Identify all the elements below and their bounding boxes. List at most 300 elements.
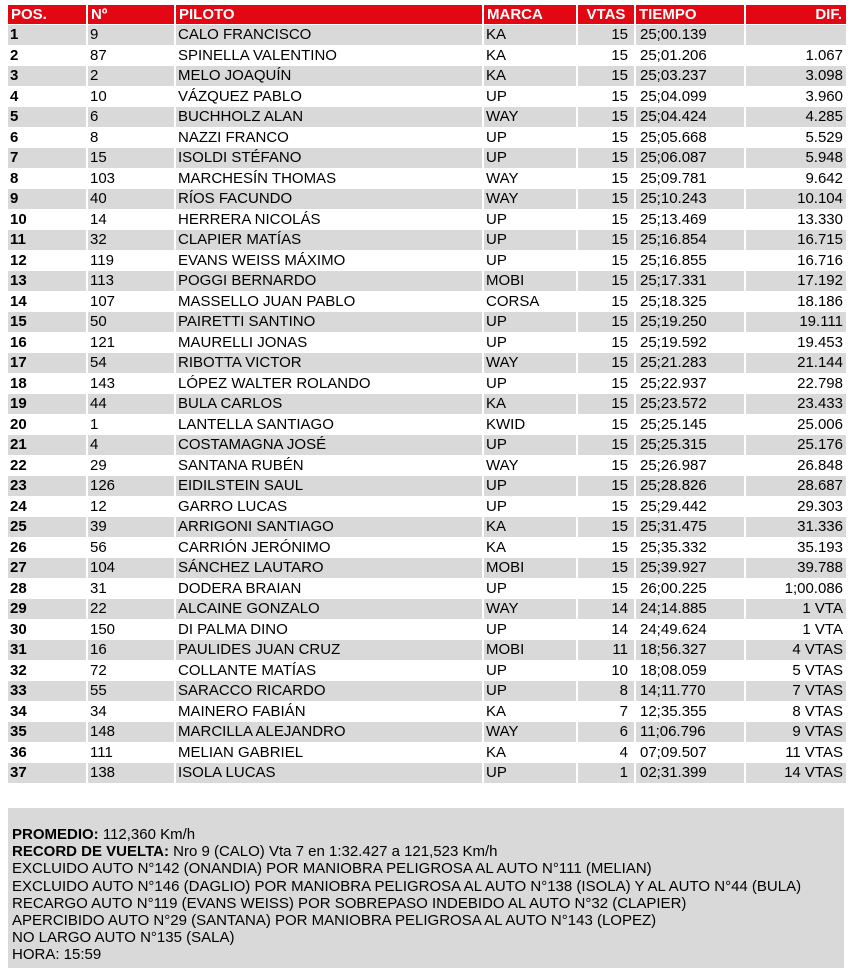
cell-piloto: HERRERA NICOLÁS xyxy=(176,210,484,230)
cell-tiempo: 25;01.206 xyxy=(636,46,746,66)
cell-num: 121 xyxy=(88,333,176,353)
cell-num: 1 xyxy=(88,415,176,435)
cell-num: 9 xyxy=(88,25,176,45)
header-tiempo: TIEMPO xyxy=(636,5,746,24)
cell-piloto: PAULIDES JUAN CRUZ xyxy=(176,640,484,660)
cell-vtas: 15 xyxy=(578,374,636,394)
cell-tiempo: 24;49.624 xyxy=(636,620,746,640)
race-info-box xyxy=(8,808,844,968)
cell-tiempo: 25;06.087 xyxy=(636,148,746,168)
cell-piloto: LÓPEZ WALTER ROLANDO xyxy=(176,374,484,394)
cell-num: 111 xyxy=(88,743,176,763)
cell-tiempo: 25;13.469 xyxy=(636,210,746,230)
cell-vtas: 15 xyxy=(578,251,636,271)
cell-marca: WAY xyxy=(484,456,578,476)
cell-marca: KWID xyxy=(484,415,578,435)
cell-vtas: 15 xyxy=(578,107,636,127)
cell-vtas: 14 xyxy=(578,620,636,640)
table-row xyxy=(8,620,846,641)
cell-tiempo: 07;09.507 xyxy=(636,743,746,763)
cell-vtas: 15 xyxy=(578,333,636,353)
cell-num: 54 xyxy=(88,353,176,373)
cell-marca: UP xyxy=(484,497,578,517)
cell-tiempo: 25;16.854 xyxy=(636,230,746,250)
cell-tiempo: 25;35.332 xyxy=(636,538,746,558)
cell-tiempo: 25;25.315 xyxy=(636,435,746,455)
cell-tiempo: 25;16.855 xyxy=(636,251,746,271)
table-header xyxy=(8,5,846,25)
table-row xyxy=(8,579,846,600)
cell-dif: 3.960 xyxy=(805,87,843,105)
cell-num: 104 xyxy=(88,558,176,578)
cell-num: 119 xyxy=(88,251,176,271)
cell-dif: 39.788 xyxy=(797,559,843,576)
cell-tiempo: 25;19.250 xyxy=(636,312,746,332)
table-row xyxy=(8,435,846,456)
table-row xyxy=(8,128,846,149)
cell-tiempo: 25;00.139 xyxy=(636,25,746,45)
cell-pos: 5 xyxy=(8,107,88,127)
cell-piloto: MARCHESÍN THOMAS xyxy=(176,169,484,189)
cell-vtas: 15 xyxy=(578,394,636,414)
cell-vtas: 15 xyxy=(578,415,636,435)
cell-dif: 16.715 xyxy=(797,231,843,248)
cell-vtas: 4 xyxy=(578,743,636,763)
cell-piloto: EIDILSTEIN SAUL xyxy=(176,476,484,496)
cell-dif: 11 VTAS xyxy=(785,743,843,761)
cell-vtas: 11 xyxy=(578,640,636,660)
cell-dif: 16.716 xyxy=(797,251,843,269)
cell-dif: 21.144 xyxy=(797,354,843,371)
cell-pos: 6 xyxy=(8,128,88,148)
table-row xyxy=(8,599,846,620)
cell-piloto: MARCILLA ALEJANDRO xyxy=(176,722,484,742)
cell-vtas: 15 xyxy=(578,456,636,476)
cell-vtas: 15 xyxy=(578,312,636,332)
cell-marca: WAY xyxy=(484,599,578,619)
cell-tiempo: 25;39.927 xyxy=(636,558,746,578)
cell-marca: KA xyxy=(484,743,578,763)
cell-vtas: 15 xyxy=(578,189,636,209)
cell-piloto: MELO JOAQUÍN xyxy=(176,66,484,86)
cell-tiempo: 14;11.770 xyxy=(636,681,746,701)
table-row xyxy=(8,169,846,190)
cell-marca: MOBI xyxy=(484,640,578,660)
cell-tiempo: 25;05.668 xyxy=(636,128,746,148)
table-row xyxy=(8,210,846,231)
cell-num: 40 xyxy=(88,189,176,209)
cell-vtas: 8 xyxy=(578,681,636,701)
cell-num: 14 xyxy=(88,210,176,230)
cell-pos: 35 xyxy=(8,722,88,742)
cell-pos: 36 xyxy=(8,743,88,763)
cell-piloto: PAIRETTI SANTINO xyxy=(176,312,484,332)
cell-pos: 24 xyxy=(8,497,88,517)
cell-piloto: ISOLA LUCAS xyxy=(176,763,484,783)
cell-vtas: 15 xyxy=(578,46,636,66)
cell-num: 29 xyxy=(88,456,176,476)
table-row xyxy=(8,661,846,682)
cell-num: 103 xyxy=(88,169,176,189)
cell-piloto: CARRIÓN JERÓNIMO xyxy=(176,538,484,558)
cell-tiempo: 25;29.442 xyxy=(636,497,746,517)
table-row xyxy=(8,25,846,46)
cell-piloto: GARRO LUCAS xyxy=(176,497,484,517)
cell-vtas: 6 xyxy=(578,722,636,742)
cell-vtas: 7 xyxy=(578,702,636,722)
cell-tiempo: 25;18.325 xyxy=(636,292,746,312)
cell-dif: 23.433 xyxy=(797,395,843,412)
header-piloto: PILOTO xyxy=(176,5,484,24)
cell-pos: 13 xyxy=(8,271,88,291)
cell-marca: UP xyxy=(484,251,578,271)
header-num: Nº xyxy=(88,5,176,24)
cell-marca: MOBI xyxy=(484,271,578,291)
cell-marca: KA xyxy=(484,25,578,45)
cell-marca: WAY xyxy=(484,722,578,742)
cell-pos: 18 xyxy=(8,374,88,394)
cell-tiempo: 25;19.592 xyxy=(636,333,746,353)
cell-marca: UP xyxy=(484,148,578,168)
cell-pos: 4 xyxy=(8,87,88,107)
cell-dif: 9.642 xyxy=(805,169,843,187)
cell-pos: 15 xyxy=(8,312,88,332)
cell-dif: 1.067 xyxy=(805,46,843,64)
cell-tiempo: 02;31.399 xyxy=(636,763,746,783)
cell-num: 39 xyxy=(88,517,176,537)
cell-piloto: SPINELLA VALENTINO xyxy=(176,46,484,66)
cell-tiempo: 25;09.781 xyxy=(636,169,746,189)
cell-pos: 26 xyxy=(8,538,88,558)
cell-dif: 29.303 xyxy=(797,497,843,515)
cell-piloto: RIBOTTA VICTOR xyxy=(176,353,484,373)
table-row xyxy=(8,558,846,579)
cell-num: 56 xyxy=(88,538,176,558)
cell-vtas: 15 xyxy=(578,87,636,107)
cell-tiempo: 25;10.243 xyxy=(636,189,746,209)
table-row xyxy=(8,681,846,702)
table-row xyxy=(8,456,846,477)
table-row xyxy=(8,538,846,559)
note-excluido-146: EXCLUIDO AUTO N°146 (DAGLIO) POR MANIOBRA PELIGROSA AL AUTO N°138 (ISOLA) Y AL AUTO N°44 (BULA) xyxy=(12,877,802,895)
cell-dif: 1 VTA xyxy=(802,600,843,617)
cell-marca: WAY xyxy=(484,107,578,127)
cell-marca: UP xyxy=(484,87,578,107)
cell-num: 10 xyxy=(88,87,176,107)
cell-pos: 28 xyxy=(8,579,88,599)
header-vtas: VTAS xyxy=(578,5,636,24)
table-row xyxy=(8,66,846,87)
cell-tiempo: 25;23.572 xyxy=(636,394,746,414)
cell-pos: 34 xyxy=(8,702,88,722)
cell-pos: 9 xyxy=(8,189,88,209)
cell-vtas: 15 xyxy=(578,230,636,250)
cell-vtas: 15 xyxy=(578,579,636,599)
cell-dif: 1 VTA xyxy=(802,620,843,638)
cell-vtas: 15 xyxy=(578,476,636,496)
cell-num: 15 xyxy=(88,148,176,168)
table-row xyxy=(8,743,846,764)
cell-tiempo: 12;35.355 xyxy=(636,702,746,722)
cell-num: 31 xyxy=(88,579,176,599)
cell-piloto: COSTAMAGNA JOSÉ xyxy=(176,435,484,455)
cell-marca: WAY xyxy=(484,169,578,189)
cell-pos: 19 xyxy=(8,394,88,414)
promedio-value: 112,360 Km/h xyxy=(98,826,196,843)
cell-dif: 7 VTAS xyxy=(792,682,843,699)
table-row xyxy=(8,517,846,538)
cell-pos: 2 xyxy=(8,46,88,66)
cell-dif: 25.176 xyxy=(797,436,843,453)
cell-marca: UP xyxy=(484,230,578,250)
cell-dif: 8 VTAS xyxy=(792,702,843,720)
cell-dif: 19.111 xyxy=(799,313,843,330)
cell-tiempo: 25;31.475 xyxy=(636,517,746,537)
table-row xyxy=(8,251,846,272)
table-row xyxy=(8,497,846,518)
cell-tiempo: 25;22.937 xyxy=(636,374,746,394)
cell-marca: KA xyxy=(484,394,578,414)
cell-piloto: MELIAN GABRIEL xyxy=(176,743,484,763)
cell-num: 150 xyxy=(88,620,176,640)
cell-dif: 3.098 xyxy=(805,67,843,84)
cell-tiempo: 25;04.424 xyxy=(636,107,746,127)
cell-pos: 31 xyxy=(8,640,88,660)
cell-num: 126 xyxy=(88,476,176,496)
cell-piloto: NAZZI FRANCO xyxy=(176,128,484,148)
cell-marca: WAY xyxy=(484,189,578,209)
cell-dif: 19.453 xyxy=(797,333,843,351)
note-excluido-142: EXCLUIDO AUTO N°142 (ONANDIA) POR MANIOBRA PELIGROSA AL AUTO N°111 (MELIAN) xyxy=(12,860,652,878)
cell-piloto: VÁZQUEZ PABLO xyxy=(176,87,484,107)
cell-tiempo: 25;17.331 xyxy=(636,271,746,291)
cell-vtas: 14 xyxy=(578,599,636,619)
cell-num: 44 xyxy=(88,394,176,414)
cell-dif: 5 VTAS xyxy=(792,661,843,679)
cell-tiempo: 25;04.099 xyxy=(636,87,746,107)
cell-num: 148 xyxy=(88,722,176,742)
header-marca: MARCA xyxy=(484,5,578,24)
cell-marca: UP xyxy=(484,763,578,783)
table-row xyxy=(8,107,846,128)
cell-marca: WAY xyxy=(484,353,578,373)
table-row xyxy=(8,722,846,743)
cell-vtas: 10 xyxy=(578,661,636,681)
cell-marca: UP xyxy=(484,374,578,394)
cell-pos: 23 xyxy=(8,476,88,496)
cell-pos: 16 xyxy=(8,333,88,353)
cell-num: 6 xyxy=(88,107,176,127)
cell-num: 12 xyxy=(88,497,176,517)
cell-pos: 7 xyxy=(8,148,88,168)
cell-piloto: BUCHHOLZ ALAN xyxy=(176,107,484,127)
cell-num: 113 xyxy=(88,271,176,291)
table-row xyxy=(8,374,846,395)
table-row xyxy=(8,148,846,169)
cell-piloto: CALO FRANCISCO xyxy=(176,25,484,45)
table-row xyxy=(8,87,846,108)
cell-piloto: MASSELLO JUAN PABLO xyxy=(176,292,484,312)
cell-dif: 18.186 xyxy=(797,292,843,310)
header-pos: POS. xyxy=(8,5,88,24)
cell-num: 8 xyxy=(88,128,176,148)
cell-num: 16 xyxy=(88,640,176,660)
cell-piloto: LANTELLA SANTIAGO xyxy=(176,415,484,435)
record-label: RECORD DE VUELTA: xyxy=(12,843,169,861)
cell-dif xyxy=(746,25,846,45)
table-row xyxy=(8,353,846,374)
cell-vtas: 15 xyxy=(578,497,636,517)
cell-marca: KA xyxy=(484,66,578,86)
cell-piloto: SÁNCHEZ LAUTARO xyxy=(176,558,484,578)
cell-pos: 20 xyxy=(8,415,88,435)
record-value: Nro 9 (CALO) Vta 7 en 1:32.427 a 121,523 Km/h xyxy=(168,843,498,861)
note-hora: HORA: 15:59 xyxy=(12,946,102,964)
cell-pos: 8 xyxy=(8,169,88,189)
cell-marca: UP xyxy=(484,620,578,640)
cell-piloto: POGGI BERNARDO xyxy=(176,271,484,291)
cell-vtas: 1 xyxy=(578,763,636,783)
cell-num: 87 xyxy=(88,46,176,66)
cell-dif: 31.336 xyxy=(797,518,843,535)
note-no-largo-135: NO LARGO AUTO N°135 (SALA) xyxy=(12,929,235,947)
table-row xyxy=(8,46,846,67)
cell-piloto: RÍOS FACUNDO xyxy=(176,189,484,209)
cell-marca: UP xyxy=(484,476,578,496)
table-row xyxy=(8,312,846,333)
table-row xyxy=(8,640,846,661)
cell-dif: 25.006 xyxy=(797,415,843,433)
cell-pos: 3 xyxy=(8,66,88,86)
note-apercibido-29: APERCIBIDO AUTO N°29 (SANTANA) POR MANIOBRA PELIGROSA AL AUTO N°143 (LOPEZ) xyxy=(12,912,657,930)
cell-piloto: DODERA BRAIAN xyxy=(176,579,484,599)
cell-pos: 1 xyxy=(8,25,88,45)
header-dif: DIF. xyxy=(815,6,842,23)
cell-marca: KA xyxy=(484,46,578,66)
cell-num: 143 xyxy=(88,374,176,394)
cell-piloto: DI PALMA DINO xyxy=(176,620,484,640)
cell-tiempo: 25;03.237 xyxy=(636,66,746,86)
cell-dif: 14 VTAS xyxy=(784,764,843,781)
table-row xyxy=(8,394,846,415)
cell-dif: 10.104 xyxy=(797,190,843,207)
cell-num: 107 xyxy=(88,292,176,312)
cell-piloto: ALCAINE GONZALO xyxy=(176,599,484,619)
cell-num: 50 xyxy=(88,312,176,332)
table-row xyxy=(8,292,846,313)
cell-dif: 4.285 xyxy=(805,108,843,125)
cell-vtas: 15 xyxy=(578,25,636,45)
cell-num: 2 xyxy=(88,66,176,86)
cell-num: 55 xyxy=(88,681,176,701)
cell-num: 34 xyxy=(88,702,176,722)
cell-dif: 4 VTAS xyxy=(792,641,843,658)
cell-vtas: 15 xyxy=(578,66,636,86)
cell-dif: 5.948 xyxy=(805,149,843,166)
cell-piloto: MAURELLI JONAS xyxy=(176,333,484,353)
cell-marca: UP xyxy=(484,128,578,148)
cell-dif: 13.330 xyxy=(797,210,843,228)
cell-pos: 30 xyxy=(8,620,88,640)
cell-piloto: ISOLDI STÉFANO xyxy=(176,148,484,168)
cell-marca: UP xyxy=(484,333,578,353)
cell-vtas: 15 xyxy=(578,210,636,230)
cell-piloto: COLLANTE MATÍAS xyxy=(176,661,484,681)
cell-vtas: 15 xyxy=(578,292,636,312)
cell-marca: KA xyxy=(484,538,578,558)
cell-dif: 17.192 xyxy=(797,272,843,289)
cell-tiempo: 25;21.283 xyxy=(636,353,746,373)
table-body xyxy=(8,25,846,784)
cell-piloto: BULA CARLOS xyxy=(176,394,484,414)
cell-piloto: CLAPIER MATÍAS xyxy=(176,230,484,250)
cell-piloto: MAINERO FABIÁN xyxy=(176,702,484,722)
cell-pos: 21 xyxy=(8,435,88,455)
cell-dif: 1;00.086 xyxy=(784,579,843,597)
cell-marca: KA xyxy=(484,517,578,537)
cell-tiempo: 25;28.826 xyxy=(636,476,746,496)
cell-piloto: SANTANA RUBÉN xyxy=(176,456,484,476)
cell-vtas: 15 xyxy=(578,271,636,291)
table-row xyxy=(8,333,846,354)
cell-marca: UP xyxy=(484,579,578,599)
table-row xyxy=(8,189,846,210)
cell-pos: 29 xyxy=(8,599,88,619)
cell-vtas: 15 xyxy=(578,128,636,148)
cell-marca: UP xyxy=(484,681,578,701)
cell-marca: UP xyxy=(484,312,578,332)
cell-dif: 26.848 xyxy=(797,456,843,474)
promedio-line xyxy=(12,826,840,843)
table-row xyxy=(8,476,846,497)
cell-vtas: 15 xyxy=(578,538,636,558)
cell-dif: 9 VTAS xyxy=(792,723,843,740)
cell-piloto: ARRIGONI SANTIAGO xyxy=(176,517,484,537)
note-recargo-119: RECARGO AUTO N°119 (EVANS WEISS) POR SOBREPASO INDEBIDO AL AUTO N°32 (CLAPIER) xyxy=(12,894,687,912)
cell-pos: 22 xyxy=(8,456,88,476)
cell-dif: 5.529 xyxy=(805,128,843,146)
cell-piloto: EVANS WEISS MÁXIMO xyxy=(176,251,484,271)
results-table xyxy=(8,5,846,784)
cell-pos: 14 xyxy=(8,292,88,312)
cell-vtas: 15 xyxy=(578,353,636,373)
cell-tiempo: 26;00.225 xyxy=(636,579,746,599)
promedio-label: PROMEDIO: xyxy=(12,826,99,843)
cell-vtas: 15 xyxy=(578,558,636,578)
cell-tiempo: 25;26.987 xyxy=(636,456,746,476)
cell-pos: 11 xyxy=(8,230,88,250)
cell-tiempo: 11;06.796 xyxy=(636,722,746,742)
table-row xyxy=(8,230,846,251)
cell-pos: 12 xyxy=(8,251,88,271)
record-line xyxy=(12,843,840,860)
cell-pos: 32 xyxy=(8,661,88,681)
cell-pos: 37 xyxy=(8,763,88,783)
table-row xyxy=(8,763,846,784)
cell-pos: 10 xyxy=(8,210,88,230)
cell-num: 138 xyxy=(88,763,176,783)
cell-piloto: SARACCO RICARDO xyxy=(176,681,484,701)
table-row xyxy=(8,702,846,723)
cell-tiempo: 25;25.145 xyxy=(636,415,746,435)
cell-num: 4 xyxy=(88,435,176,455)
table-row xyxy=(8,415,846,436)
cell-vtas: 15 xyxy=(578,517,636,537)
cell-tiempo: 18;56.327 xyxy=(636,640,746,660)
cell-dif: 28.687 xyxy=(797,477,843,494)
cell-num: 22 xyxy=(88,599,176,619)
cell-tiempo: 18;08.059 xyxy=(636,661,746,681)
